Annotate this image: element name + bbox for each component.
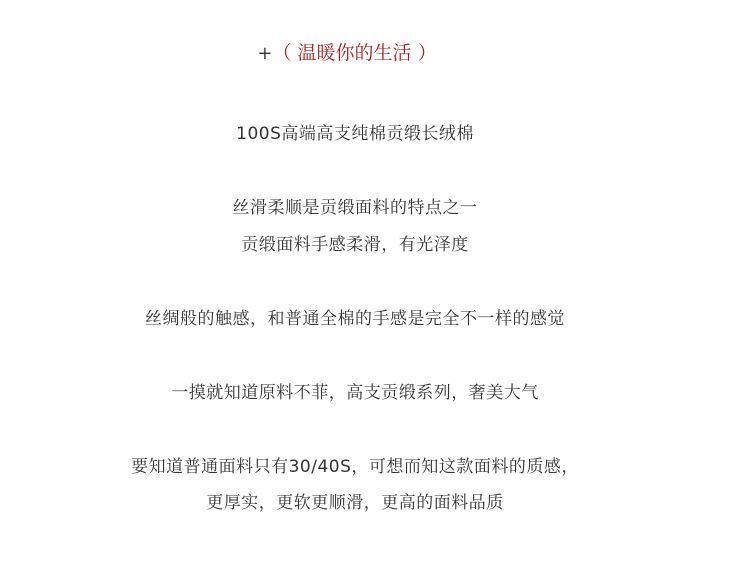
description-line-7: 更厚实，更软更顺滑，更高的面料品质 (206, 493, 504, 513)
description-line-4: 丝绸般的触感，和普通全棉的手感是完全不一样的感觉 (145, 309, 565, 329)
heading-title: （ 温暖你的生活 ） (272, 42, 437, 64)
description-line-3: 贡缎面料手感柔滑，有光泽度 (241, 235, 469, 255)
description-line-5: 一摸就知道原料不菲，高支贡缎系列，奢美大气 (171, 383, 539, 403)
description-line-2: 丝滑柔顺是贡缎面料的特点之一 (232, 198, 478, 218)
plus-icon: + (257, 43, 273, 64)
description-line-6: 要知道普通面料只有30/40S，可想而知这款面料的质感， (131, 457, 579, 477)
description-line-1: 100S高端高支纯棉贡缎长绒棉 (236, 124, 474, 144)
section-heading (0, 38, 694, 69)
